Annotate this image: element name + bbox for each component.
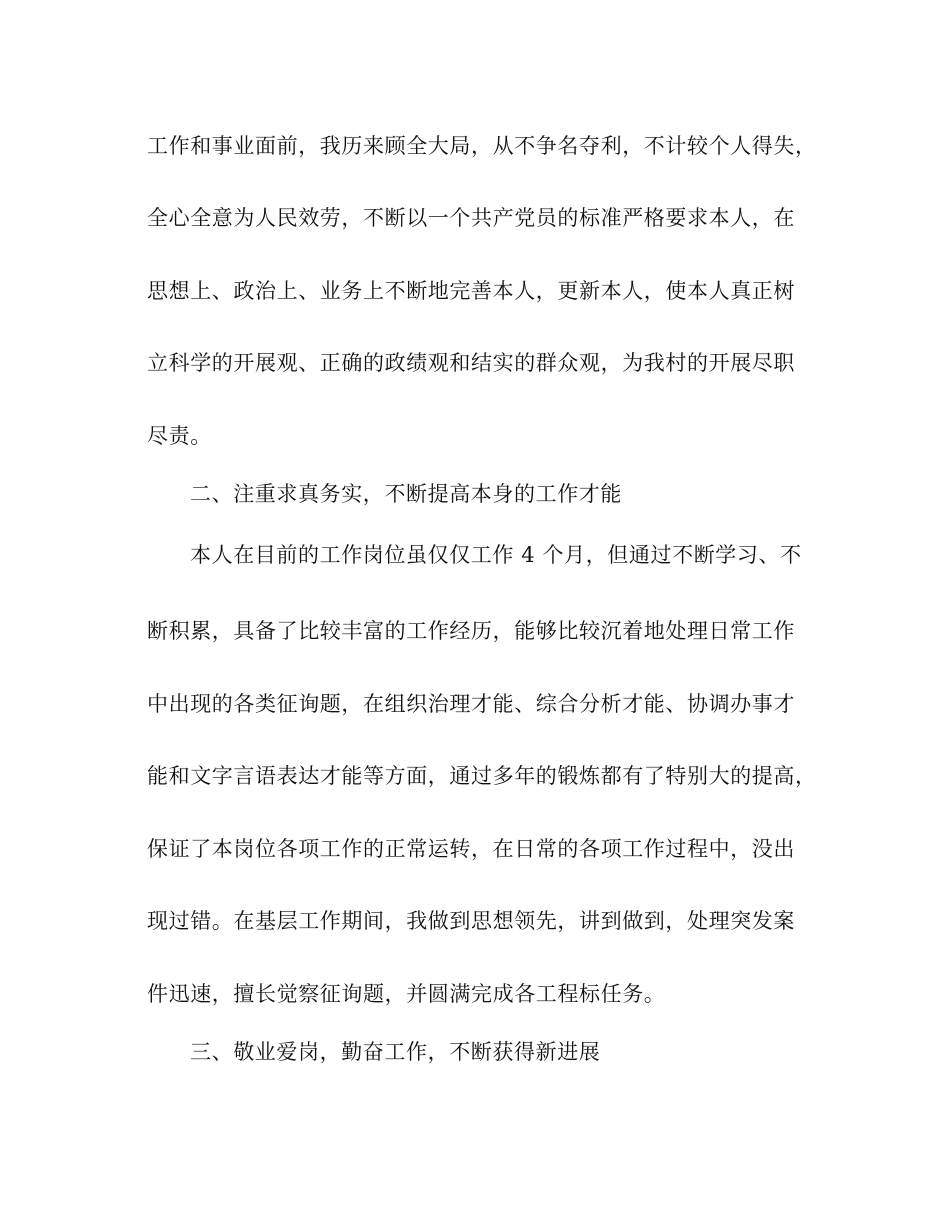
section-heading: 三、敬业爱岗，勤奋工作，不断获得新进展	[190, 1040, 601, 1064]
body-text-line: 保证了本岗位各项工作的正常运转，在日常的各项工作过程中，没出	[147, 837, 795, 861]
body-text-line: 现过错。在基层工作期间，我做到思想领先，讲到做到，处理突发案	[147, 909, 795, 933]
body-text-line: 工作和事业面前，我历来顾全大局，从不争名夺利，不计较个人得失，	[147, 134, 817, 158]
body-text-line: 全心全意为人民效劳，不断以一个共产党员的标准严格要求本人，在	[147, 206, 795, 230]
body-text-line: 立科学的开展观、正确的政绩观和结实的群众观，为我村的开展尽职	[147, 351, 795, 375]
section-heading: 二、注重求真务实，不断提高本身的工作才能	[190, 482, 622, 506]
paragraph-first-line: 本人在目前的工作岗位虽仅仅工作 4 个月，但通过不断学习、不	[190, 543, 802, 567]
body-text-line: 能和文字言语表达才能等方面，通过多年的锻炼都有了特别大的提高，	[147, 764, 817, 788]
body-text-line: 件迅速，擅长觉察征询题，并圆满完成各工程标任务。	[147, 982, 666, 1006]
body-text-line: 思想上、政治上、业务上不断地完善本人，更新本人，使本人真正树	[147, 279, 795, 303]
body-text-line: 断积累，具备了比较丰富的工作经历，能够比较沉着地处理日常工作	[147, 619, 795, 643]
body-text-line: 中出现的各类征询题，在组织治理才能、综合分析才能、协调办事才	[147, 692, 795, 716]
body-text-line: 尽责。	[147, 424, 212, 448]
